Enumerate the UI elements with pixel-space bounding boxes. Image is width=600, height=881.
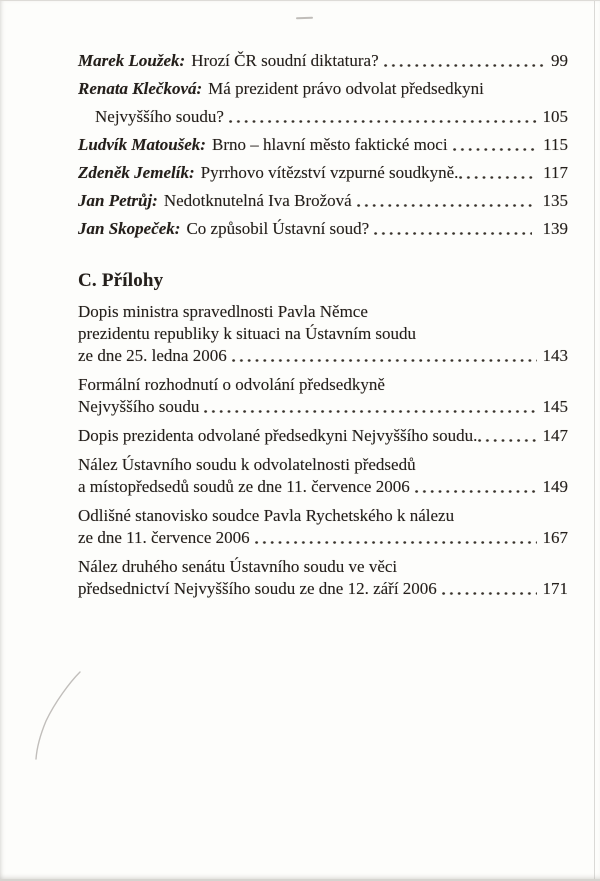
page-number: 145 <box>542 397 568 416</box>
appendix-title-line: prezidentu republiky k situaci na Ústavním soudu <box>78 324 417 343</box>
toc-entry-line <box>78 454 568 476</box>
toc-entry-line <box>78 578 568 600</box>
page-number: 139 <box>542 219 568 238</box>
toc-entry-line <box>78 374 568 396</box>
dot-leader <box>374 232 533 234</box>
page-number: 115 <box>543 135 568 154</box>
dot-leader <box>442 592 539 594</box>
article-entries-list <box>78 47 568 243</box>
page-number: 171 <box>542 579 568 598</box>
toc-appendix-entry <box>78 425 568 447</box>
appendix-title-line: Odlišné stanovisko soudce Pavla Rychetského k nálezu <box>78 506 455 525</box>
toc-appendix-entry <box>78 374 568 418</box>
toc-entry-line <box>78 556 568 578</box>
toc-entry-line <box>78 187 568 215</box>
appendix-title-line: a místopředsedů soudů ze dne 11. července 2006 <box>78 477 410 496</box>
toc-article-entry <box>78 47 568 75</box>
scan-scratch-artifact <box>30 669 90 764</box>
toc-entry-line <box>78 323 568 345</box>
dot-leader <box>384 64 547 66</box>
scan-speck-artifact <box>296 17 313 20</box>
appendix-title-line: Nález druhého senátu Ústavního soudu ve věci <box>78 557 398 576</box>
page-number: 117 <box>543 163 568 182</box>
article-title-continued: Nejvyššího soudu? <box>95 107 224 126</box>
article-title: Pyrrhovo vítězství vzpurné soudkyně. <box>200 163 459 182</box>
dot-leader <box>229 120 539 122</box>
toc-article-entry <box>78 187 568 215</box>
article-title: Nedotknutelná Iva Brožová <box>163 191 352 210</box>
appendix-title-line: Nejvyššího soudu <box>78 397 200 416</box>
table-of-contents <box>78 47 568 607</box>
toc-article-entry <box>78 75 568 131</box>
dot-leader <box>478 439 538 441</box>
dot-leader <box>204 410 538 412</box>
article-title: Brno – hlavní město faktické moci <box>211 135 448 154</box>
toc-article-entry <box>78 131 568 159</box>
toc-entry-line <box>78 159 568 187</box>
author-name: Renata Klečková: <box>78 79 203 98</box>
appendix-title-line: ze dne 11. července 2006 <box>78 528 250 547</box>
page-number: 105 <box>542 107 568 126</box>
toc-entry-line <box>78 425 568 447</box>
article-title: Má prezident právo odvolat předsedkyni <box>208 79 484 98</box>
appendix-title-line: Dopis ministra spravedlnosti Pavla Němce <box>78 302 368 321</box>
toc-appendix-entry <box>78 505 568 549</box>
appendix-title-line: Formální rozhodnutí o odvolání předsedkyně <box>78 375 385 394</box>
page-number: 167 <box>542 528 568 547</box>
appendix-title-line: Nález Ústavního soudu k odvolatelnosti předsedů <box>78 455 416 474</box>
dot-leader <box>357 204 534 206</box>
toc-article-entry <box>78 215 568 243</box>
toc-entry-line <box>78 476 568 498</box>
toc-entry-line <box>78 75 568 103</box>
dot-leader <box>232 359 539 361</box>
dot-leader <box>459 176 539 178</box>
author-name: Jan Petrůj: <box>78 191 158 210</box>
dot-leader <box>415 490 539 492</box>
dot-leader <box>453 148 540 150</box>
appendix-entries-list <box>78 301 568 600</box>
page-number: 99 <box>551 51 568 70</box>
appendix-title-line: předsednictví Nejvyššího soudu ze dne 12. září 2006 <box>78 579 437 598</box>
author-name: Jan Skopeček: <box>78 219 181 238</box>
appendix-title-line: ze dne 25. ledna 2006 <box>78 346 227 365</box>
toc-entry-line <box>78 103 568 131</box>
article-title: Co způsobil Ústavní soud? <box>186 219 370 238</box>
section-heading: C. Přílohy <box>78 270 164 291</box>
page-number: 143 <box>542 346 568 365</box>
article-title: Hrozí ČR soudní diktatura? <box>191 51 379 70</box>
toc-entry-line <box>78 301 568 323</box>
author-name: Zdeněk Jemelík: <box>78 163 195 182</box>
author-name: Marek Loužek: <box>78 51 186 70</box>
toc-appendix-entry <box>78 301 568 367</box>
toc-appendix-entry <box>78 454 568 498</box>
toc-entry-line <box>78 215 568 243</box>
toc-appendix-entry <box>78 556 568 600</box>
toc-entry-line <box>78 505 568 527</box>
toc-entry-line <box>78 47 568 75</box>
dot-leader <box>255 541 539 543</box>
toc-entry-line <box>78 345 568 367</box>
toc-entry-line <box>78 527 568 549</box>
page-number: 149 <box>542 477 568 496</box>
author-name: Ludvík Matoušek: <box>78 135 206 154</box>
toc-entry-line <box>78 131 568 159</box>
page-number: 135 <box>542 191 568 210</box>
scan-edge-line <box>594 1 595 879</box>
page-number: 147 <box>542 426 568 445</box>
toc-article-entry <box>78 159 568 187</box>
toc-entry-line <box>78 396 568 418</box>
appendix-title-line: Dopis prezidenta odvolané předsedkyni Nejvyššího soudu. <box>78 426 478 445</box>
